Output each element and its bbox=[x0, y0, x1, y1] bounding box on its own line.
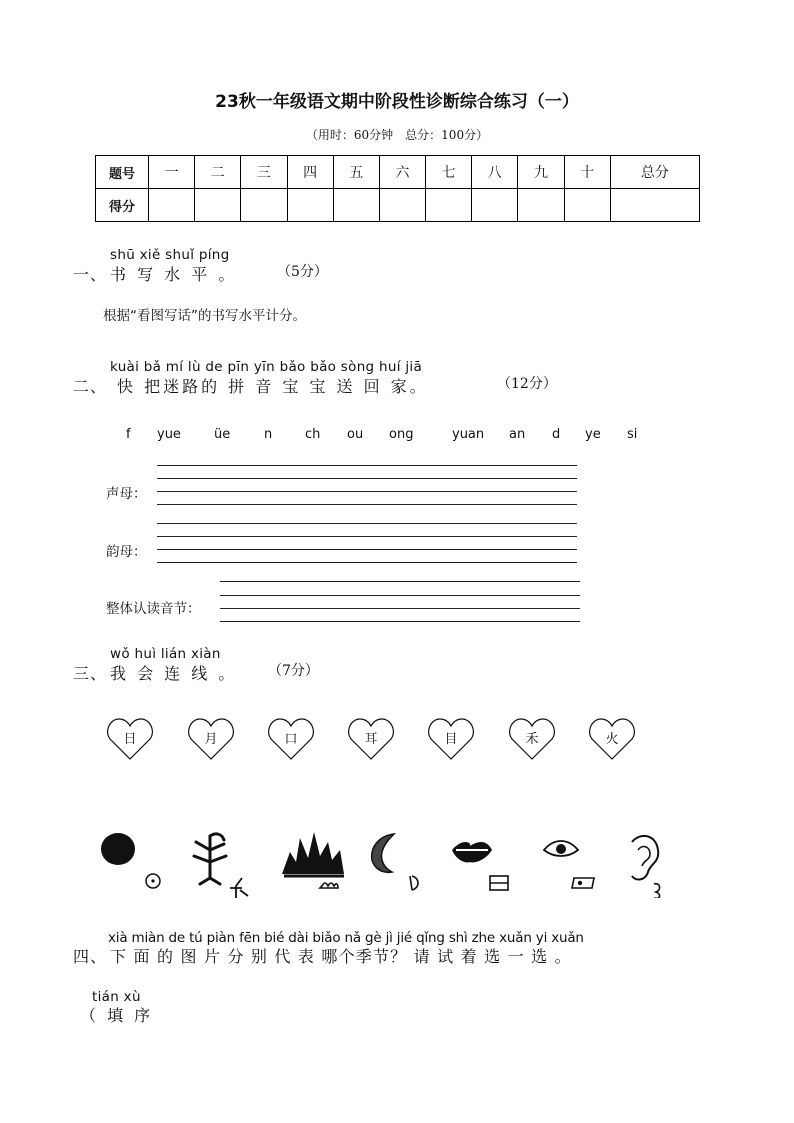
pinyin-card[interactable]: üe bbox=[214, 427, 231, 442]
heart-label: 月 bbox=[204, 732, 218, 747]
heart-label: 禾 bbox=[525, 732, 539, 747]
pinyin-card[interactable]: d bbox=[552, 427, 561, 442]
score-table-col: 四 bbox=[287, 156, 333, 189]
score-cell[interactable] bbox=[379, 189, 425, 222]
score-cell[interactable] bbox=[610, 189, 699, 222]
score-cell[interactable] bbox=[426, 189, 472, 222]
score-table-row-label: 题号 bbox=[96, 156, 149, 189]
section1-note: 根据“看图写话”的书写水平计分。 bbox=[103, 308, 306, 324]
grain-picture[interactable] bbox=[182, 828, 262, 898]
section1-number: 一、 bbox=[73, 265, 108, 284]
heart-label: 口 bbox=[284, 732, 298, 747]
score-table-col: 总分 bbox=[610, 156, 699, 189]
writing-line[interactable] bbox=[157, 465, 577, 466]
score-table-col: 八 bbox=[472, 156, 518, 189]
page-subtitle: （用时：60分钟 总分：100分） bbox=[305, 128, 489, 142]
section4-heading: 下 面 的 图 片 分 别 代 表 哪个季节？ 请 试 着 选 一 选 。 bbox=[110, 947, 572, 966]
score-table-col: 七 bbox=[426, 156, 472, 189]
score-cell[interactable] bbox=[287, 189, 333, 222]
moon-picture[interactable] bbox=[364, 830, 434, 896]
writing-line[interactable] bbox=[157, 523, 577, 524]
score-cell[interactable] bbox=[195, 189, 241, 222]
section1-heading: 书 写 水 平 。 bbox=[110, 265, 238, 284]
shengmu-label: 声母： bbox=[106, 486, 147, 502]
pinyin-card[interactable]: ye bbox=[585, 427, 601, 442]
pinyin-card[interactable]: si bbox=[627, 427, 638, 442]
score-table-col: 五 bbox=[333, 156, 379, 189]
writing-line[interactable] bbox=[157, 536, 577, 537]
pinyin-card[interactable]: f bbox=[126, 427, 131, 442]
heart-label: 目 bbox=[444, 732, 458, 747]
score-cell[interactable] bbox=[149, 189, 195, 222]
section1-points: （5分） bbox=[277, 264, 328, 280]
writing-line[interactable] bbox=[220, 595, 580, 596]
section3-pinyin: wǒ huì lián xiàn bbox=[110, 646, 221, 662]
page-title: 23秋一年级语文期中阶段性诊断综合练习（一） bbox=[215, 92, 579, 112]
score-cell[interactable] bbox=[333, 189, 379, 222]
score-table-col: 六 bbox=[379, 156, 425, 189]
writing-line[interactable] bbox=[220, 621, 580, 622]
writing-line[interactable] bbox=[220, 608, 580, 609]
score-cell[interactable] bbox=[564, 189, 610, 222]
pinyin-card[interactable]: ch bbox=[305, 427, 321, 442]
heart-label: 日 bbox=[123, 732, 137, 747]
score-cell[interactable] bbox=[241, 189, 287, 222]
zhengti-label: 整体认读音节： bbox=[106, 601, 201, 617]
heart-card[interactable] bbox=[427, 717, 475, 761]
score-table-col: 九 bbox=[518, 156, 564, 189]
section4-sub-text: （ 填 序 bbox=[80, 1006, 154, 1025]
score-table-row-label: 得分 bbox=[96, 189, 149, 222]
writing-line[interactable] bbox=[157, 491, 577, 492]
eye-picture[interactable] bbox=[540, 836, 612, 894]
heart-card[interactable] bbox=[187, 717, 235, 761]
fire-picture[interactable] bbox=[278, 828, 350, 898]
score-cell[interactable] bbox=[518, 189, 564, 222]
pinyin-card[interactable]: yue bbox=[157, 427, 181, 442]
writing-line[interactable] bbox=[157, 562, 577, 563]
pinyin-card[interactable]: an bbox=[509, 427, 526, 442]
score-cell[interactable] bbox=[472, 189, 518, 222]
pinyin-card[interactable]: ong bbox=[389, 427, 414, 442]
section2-pinyin: kuài bǎ mí lù de pīn yīn bǎo bǎo sòng huí jiā bbox=[110, 359, 423, 375]
writing-line[interactable] bbox=[157, 504, 577, 505]
heart-label: 耳 bbox=[364, 732, 378, 747]
heart-label: 火 bbox=[605, 732, 619, 747]
section4-number: 四、 bbox=[73, 947, 108, 966]
section1-pinyin: shū xiě shuǐ píng bbox=[110, 247, 230, 263]
yunmu-label: 韵母： bbox=[106, 544, 147, 560]
writing-line[interactable] bbox=[157, 478, 577, 479]
heart-card[interactable] bbox=[347, 717, 395, 761]
writing-line[interactable] bbox=[220, 581, 580, 582]
heart-card[interactable] bbox=[106, 717, 154, 761]
score-table bbox=[95, 155, 700, 222]
score-table-col: 十 bbox=[564, 156, 610, 189]
ear-picture[interactable] bbox=[618, 832, 674, 898]
pinyin-card[interactable]: yuan bbox=[452, 427, 485, 442]
section2-points: （12分） bbox=[497, 376, 557, 392]
section4-sub-pinyin: tián xù bbox=[92, 989, 141, 1005]
section4-pinyin: xià miàn de tú piàn fēn bié dài biǎo nǎ gè jì jié qǐng shì zhe xuǎn yi xuǎn bbox=[108, 930, 584, 946]
score-table-col: 二 bbox=[195, 156, 241, 189]
section3-heading: 我 会 连 线 。 bbox=[110, 664, 238, 683]
score-table-col: 一 bbox=[149, 156, 195, 189]
mouth-picture[interactable] bbox=[448, 836, 518, 894]
heart-card[interactable] bbox=[267, 717, 315, 761]
section3-points: （7分） bbox=[268, 663, 319, 679]
sun-picture[interactable] bbox=[98, 825, 168, 895]
pinyin-card[interactable]: n bbox=[264, 427, 273, 442]
heart-card[interactable] bbox=[508, 717, 556, 761]
score-table-col: 三 bbox=[241, 156, 287, 189]
writing-line[interactable] bbox=[157, 549, 577, 550]
heart-card[interactable] bbox=[588, 717, 636, 761]
section2-heading: 快 把迷路的 拼 音 宝 宝 送 回 家。 bbox=[117, 377, 429, 396]
pinyin-card[interactable]: ou bbox=[347, 427, 364, 442]
section2-number: 二、 bbox=[73, 377, 108, 396]
section3-number: 三、 bbox=[73, 664, 108, 683]
